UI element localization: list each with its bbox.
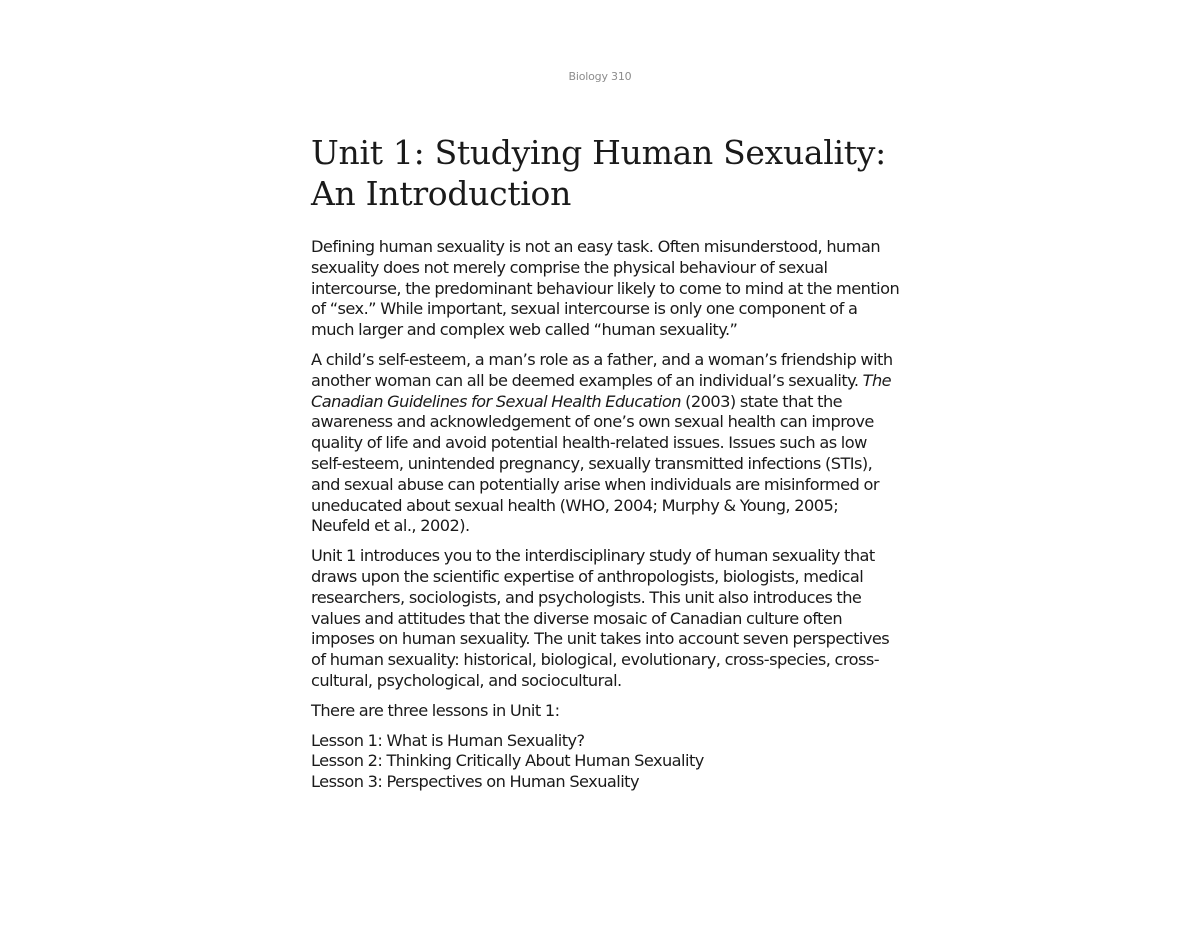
lesson-item: Lesson 3: Perspectives on Human Sexuality bbox=[311, 772, 640, 792]
lesson-list bbox=[311, 731, 901, 793]
unit-title bbox=[311, 132, 901, 214]
lessons-intro: There are three lessons in Unit 1: bbox=[311, 700, 560, 720]
unit-overview-paragraph: Unit 1 introduces you to the interdisciplinary study of human sexuality that draws upon the scientific expertise of anthropologists, biologists, medical researchers, sociologists, and psychologists. This unit also introduces the values and attitudes that the diverse mosaic of Canadian culture often imposes on human sexuality. The unit takes into account seven perspectives of human sexuality: historical, biological, evolutionary, cross-species, cross-cultural, psychological, and sociocultural. bbox=[311, 546, 890, 690]
running-header: Biology 310 bbox=[568, 70, 632, 83]
unit-title-line-2: An Introduction bbox=[311, 174, 572, 213]
document-body bbox=[311, 132, 901, 793]
lesson-item: Lesson 1: What is Human Sexuality? bbox=[311, 730, 585, 750]
lesson-item: Lesson 2: Thinking Critically About Human Sexuality bbox=[311, 751, 704, 771]
sexuality-examples-paragraph bbox=[311, 350, 901, 537]
guidelines-citation-title: The Canadian Guidelines for Sexual Health Education bbox=[311, 370, 892, 411]
intro-paragraph: Defining human sexuality is not an easy task. Often misunderstood, human sexuality does not merely comprise the physical behaviour of sexual intercourse, the predominant behaviour likely to come to mind at the mention of “sex.” While important, sexual intercourse is only one component of a much larger and complex web called “human sexuality.” bbox=[311, 237, 900, 340]
unit-title-line-1: Unit 1: Studying Human Sexuality: bbox=[311, 133, 886, 172]
paragraph-text-end: (2003) state that the awareness and acknowledgement of one’s own sexual health can improve quality of life and avoid potential health-related issues. Issues such as low self-esteem, unintended pregnancy, sexually transmitted infections (STIs), and sexual abuse can potentially arise when individuals are misinformed or uneducated about sexual health (WHO, 2004; Murphy & Young, 2005; Neufeld et al., 2002). bbox=[311, 391, 879, 536]
paragraph-text-start: A child’s self-esteem, a man’s role as a father, and a woman’s friendship with another woman can all be deemed examples of an individual’s sexuality. bbox=[311, 349, 893, 390]
